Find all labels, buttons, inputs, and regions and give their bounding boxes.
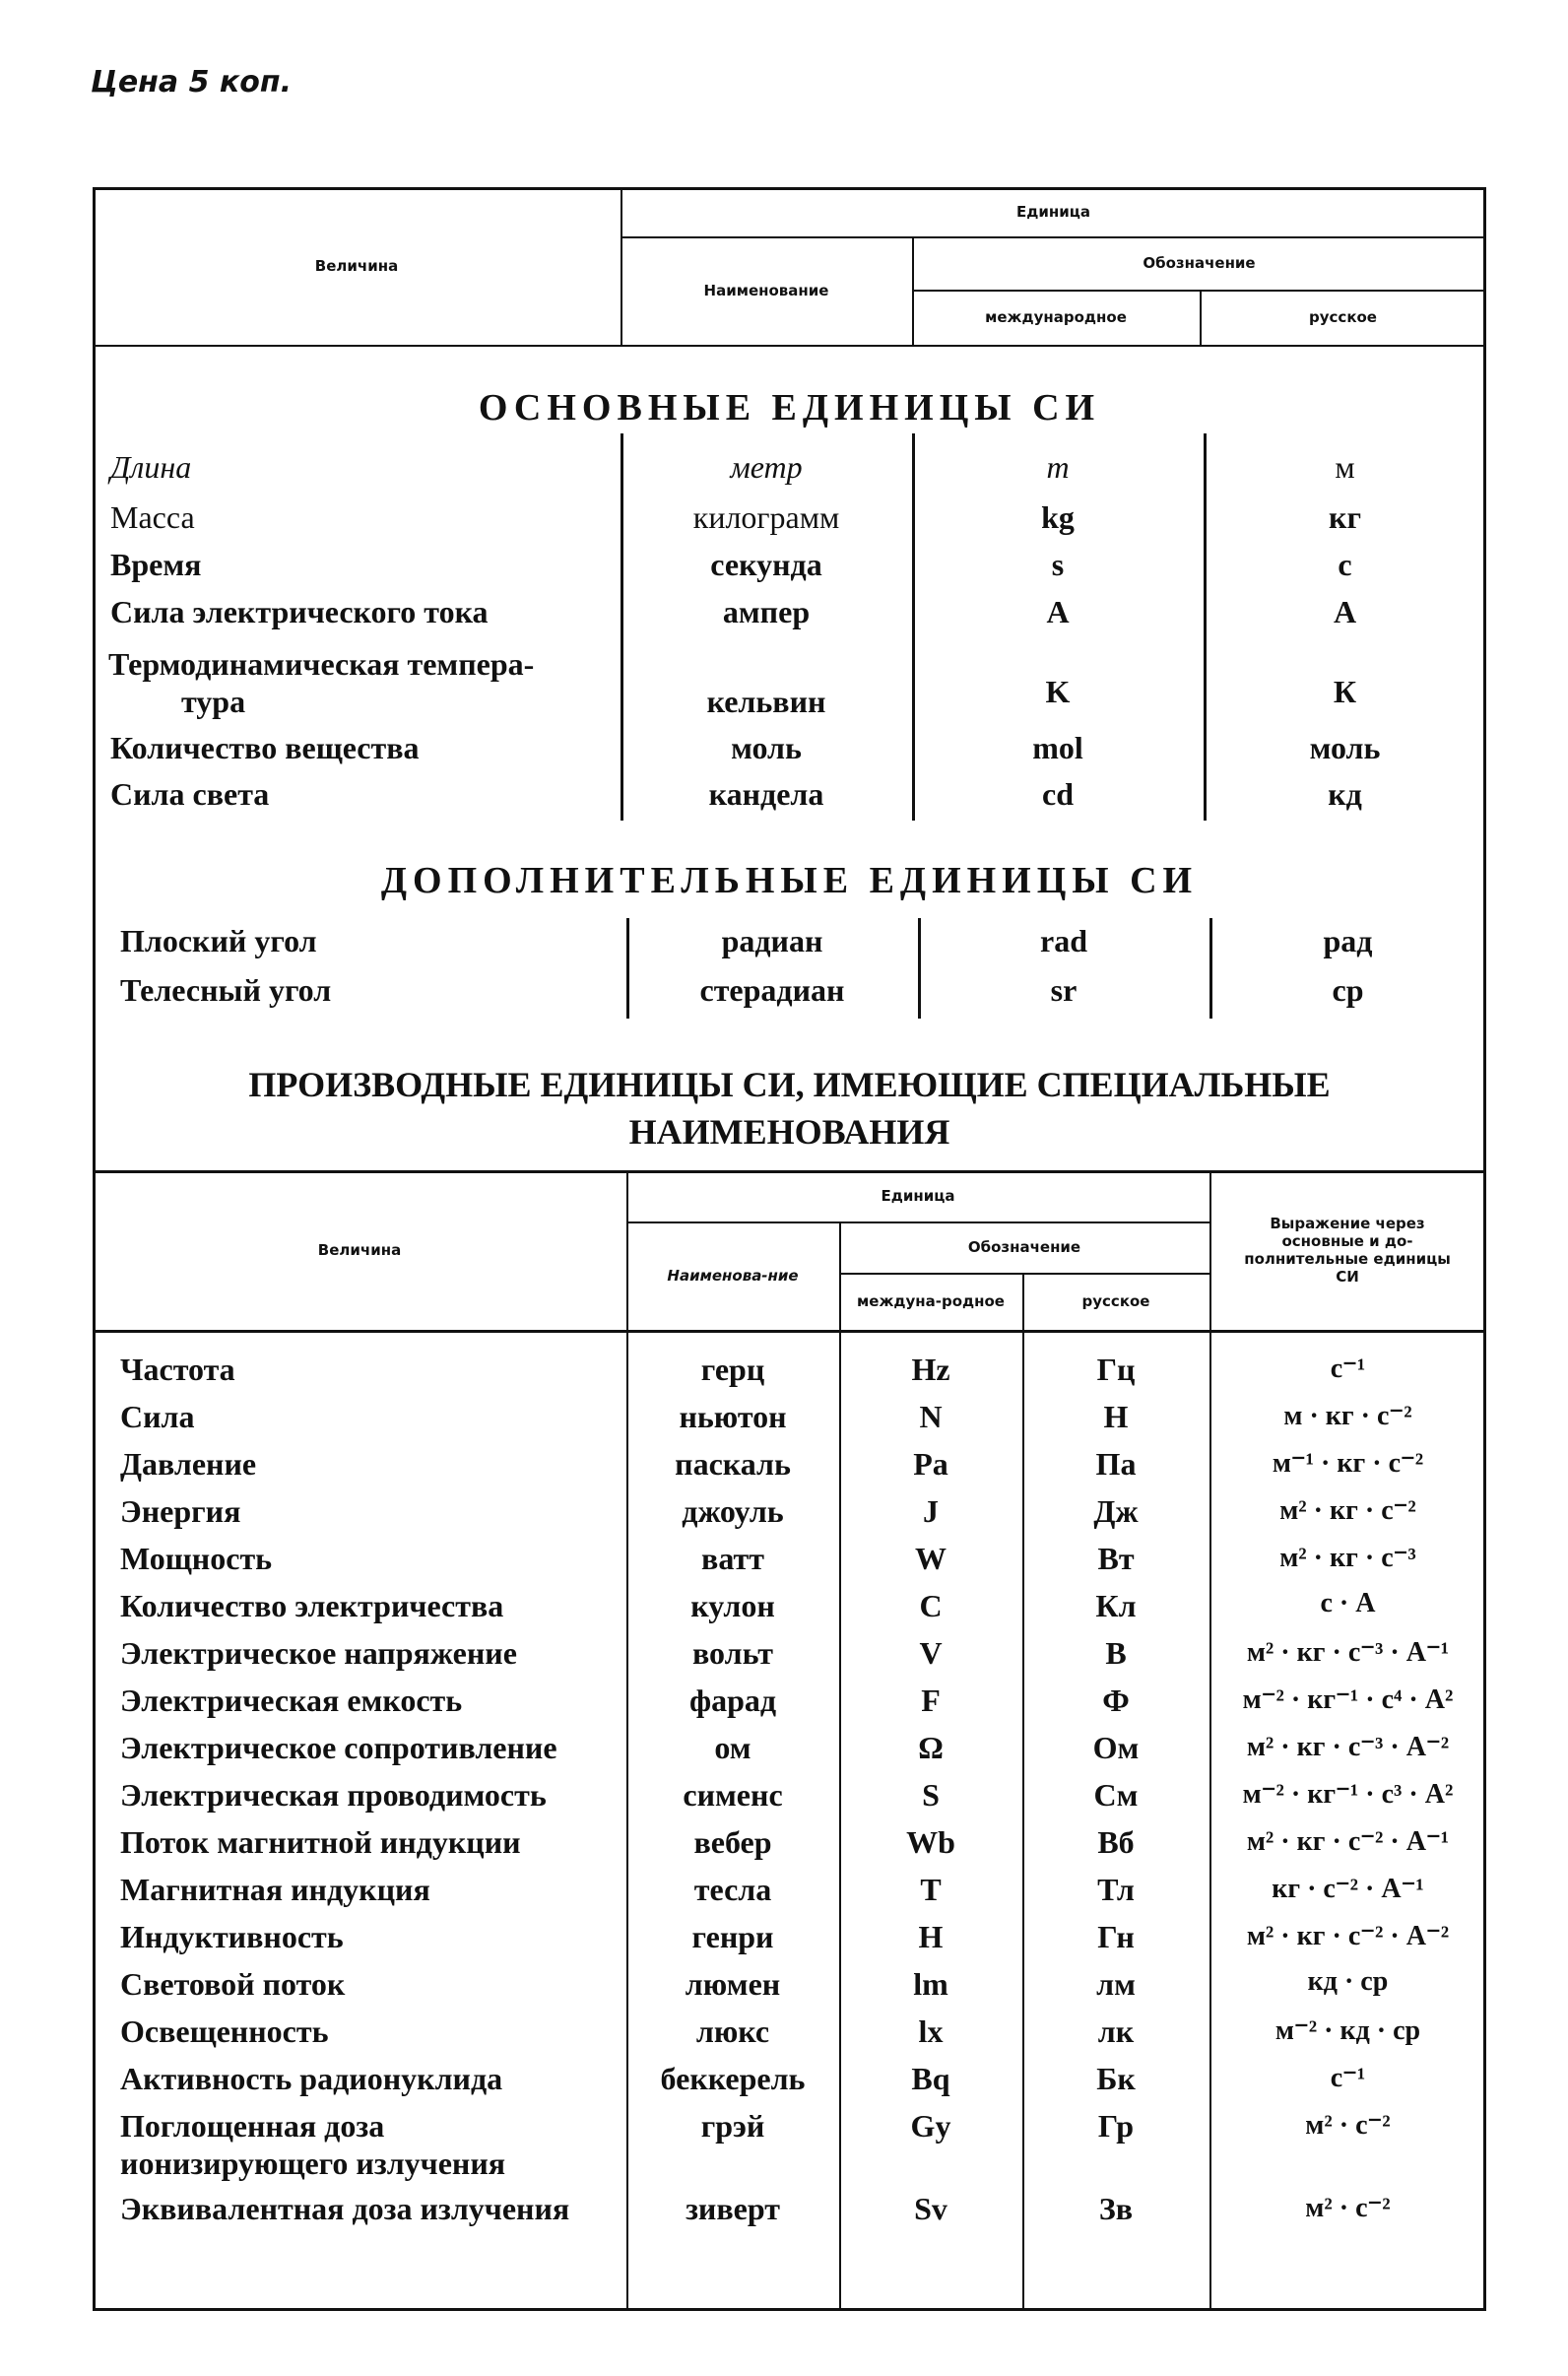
derived-name: люмен (685, 1966, 781, 2002)
base-rus: кд (1328, 776, 1362, 812)
derived-intl: V (919, 1635, 943, 1671)
section-title-derived-cont: НАИМЕНОВАНИЯ (628, 1112, 950, 1152)
derived-name: вебер (693, 1824, 772, 1860)
price-label: Цена 5 коп. (91, 65, 293, 99)
derived-header-designation: Обозначение (967, 1238, 1081, 1256)
supp-quantity: Телесный угол (120, 972, 332, 1008)
derived-header-quantity: Величина (317, 1241, 402, 1259)
derived-name: грэй (700, 2108, 765, 2144)
derived-quantity: Количество электричества (120, 1588, 504, 1623)
supp-name: стерадиан (699, 972, 845, 1008)
derived-rus: лм (1096, 1966, 1136, 2002)
derived-intl: C (919, 1588, 943, 1623)
base-name: ампер (722, 594, 811, 629)
derived-expression: м² · кг · с⁻² · А⁻¹ (1246, 1826, 1450, 1857)
supp-rus: рад (1323, 923, 1373, 958)
derived-rus: Па (1095, 1446, 1137, 1482)
derived-rus: Вб (1097, 1824, 1135, 1860)
derived-rus: Ом (1092, 1730, 1140, 1765)
base-name: кандела (708, 776, 824, 812)
base-rus: А (1333, 594, 1357, 629)
base-intl: cd (1042, 776, 1074, 812)
derived-expression: с⁻¹ (1330, 1353, 1366, 1384)
derived-rus: Зв (1098, 2191, 1134, 2226)
derived-name: джоуль (682, 1493, 784, 1529)
derived-name: зиверт (686, 2191, 780, 2226)
derived-intl: W (915, 1541, 947, 1576)
header-quantity: Величина (314, 257, 399, 275)
derived-quantity: Поток магнитной индукции (120, 1824, 521, 1860)
supp-intl: sr (1050, 972, 1078, 1008)
derived-name: беккерель (660, 2061, 806, 2096)
derived-expression: м² · кг · с⁻³ · А⁻² (1246, 1732, 1450, 1762)
derived-expression: м⁻¹ · кг · с⁻² (1272, 1448, 1424, 1479)
derived-quantity: Электрическое напряжение (120, 1635, 517, 1671)
base-intl: kg (1041, 499, 1075, 535)
derived-rus: См (1093, 1777, 1139, 1813)
derived-rus: В (1105, 1635, 1127, 1671)
derived-header-unit: Единица (881, 1187, 955, 1205)
derived-expression: с · А (1320, 1588, 1376, 1618)
derived-quantity: Поглощенная доза (120, 2108, 385, 2144)
base-quantity: Масса (110, 499, 195, 535)
derived-intl: Wb (906, 1824, 955, 1860)
derived-intl: Bq (911, 2061, 950, 2096)
derived-quantity: Электрическая проводимость (120, 1777, 547, 1813)
header-bottom-rule (93, 345, 1486, 347)
base-name: кельвин (706, 684, 826, 719)
base-quantity: Количество вещества (110, 730, 420, 765)
base-rus: моль (1309, 730, 1381, 765)
derived-intl: Pa (913, 1446, 948, 1482)
derived-rus: Ф (1102, 1683, 1130, 1718)
base-intl: K (1045, 674, 1071, 709)
base-intl: mol (1032, 730, 1083, 765)
header-russian: русское (1309, 308, 1377, 326)
derived-rus: Кл (1095, 1588, 1137, 1623)
derived-rus: Бк (1096, 2061, 1136, 2096)
derived-header-international: междуна-родное (857, 1292, 1005, 1310)
header-unit: Единица (1016, 203, 1090, 221)
derived-rus: Гн (1097, 1919, 1135, 1954)
derived-intl: Gy (910, 2108, 951, 2144)
derived-name: кулон (690, 1588, 775, 1623)
derived-expression: кд · ср (1307, 1966, 1389, 1997)
header-name: Наименование (703, 282, 829, 299)
derived-rus: Дж (1093, 1493, 1139, 1529)
derived-expression: м⁻² · кг⁻¹ · с⁴ · А² (1242, 1684, 1454, 1715)
derived-intl: N (919, 1399, 943, 1434)
derived-header-russian: русское (1081, 1292, 1150, 1310)
derived-quantity: Энергия (120, 1493, 241, 1529)
derived-expression: м⁻² · кг⁻¹ · с³ · А² (1242, 1779, 1454, 1810)
base-quantity-cont: тура (181, 684, 246, 719)
derived-rus: Тл (1097, 1872, 1135, 1907)
derived-expression: м² · кг · с⁻³ · А⁻¹ (1246, 1637, 1450, 1668)
derived-name: люкс (695, 2013, 770, 2049)
derived-expression: м² · кг · с⁻² · А⁻² (1246, 1921, 1450, 1951)
derived-intl: S (922, 1777, 940, 1813)
base-quantity: Сила электрического тока (110, 594, 489, 629)
header-international: международное (985, 308, 1127, 326)
derived-quantity: Сила (120, 1399, 195, 1434)
section-title-base: ОСНОВНЫЕ ЕДИНИЦЫ СИ (478, 387, 1101, 429)
base-quantity: Время (110, 547, 202, 582)
derived-header-bottom-rule (93, 1330, 1486, 1333)
base-rus: К (1333, 674, 1357, 709)
derived-quantity: Активность радионуклида (120, 2061, 503, 2096)
base-quantity: Сила света (110, 776, 270, 812)
derived-rus: лк (1097, 2013, 1135, 2049)
derived-name: паскаль (675, 1446, 791, 1482)
base-name: килограмм (692, 499, 840, 535)
derived-quantity: Давление (120, 1446, 257, 1482)
derived-rus: Вт (1097, 1541, 1135, 1576)
derived-name: ом (714, 1730, 751, 1765)
derived-quantity: Световой поток (120, 1966, 346, 2002)
section-title-derived: ПРОИЗВОДНЫЕ ЕДИНИЦЫ СИ, ИМЕЮЩИЕ СПЕЦИАЛЬНЫЕ (248, 1065, 1331, 1104)
derived-quantity-cont: ионизирующего излучения (120, 2145, 506, 2181)
derived-intl: J (923, 1493, 939, 1529)
derived-intl: H (918, 1919, 944, 1954)
base-rus: м (1335, 449, 1355, 485)
derived-intl: Ω (918, 1730, 944, 1765)
base-name: моль (731, 730, 802, 765)
derived-intl: Sv (914, 2191, 947, 2226)
derived-quantity: Электрическое сопротивление (120, 1730, 557, 1765)
derived-intl: F (921, 1683, 941, 1718)
base-quantity: Длина (110, 449, 192, 485)
supp-rus: ср (1332, 972, 1364, 1008)
derived-quantity: Частота (120, 1352, 235, 1387)
derived-name: генри (691, 1919, 774, 1954)
derived-rus: Гц (1096, 1352, 1136, 1387)
derived-intl: T (920, 1872, 942, 1907)
derived-expression: м² · с⁻² (1305, 2193, 1391, 2223)
base-intl: A (1046, 594, 1070, 629)
derived-name: герц (700, 1352, 765, 1387)
derived-name: ньютон (679, 1399, 787, 1434)
derived-intl: Hz (911, 1352, 950, 1387)
base-rus: кг (1329, 499, 1361, 535)
derived-expression: кг · с⁻² · А⁻¹ (1272, 1874, 1424, 1904)
derived-expression: м² · с⁻² (1305, 2110, 1391, 2141)
derived-name: сименс (683, 1777, 783, 1813)
derived-quantity: Мощность (120, 1541, 273, 1576)
section-title-supplementary: ДОПОЛНИТЕЛЬНЫЕ ЕДИНИЦЫ СИ (380, 860, 1199, 901)
derived-expression: с⁻¹ (1330, 2063, 1366, 2093)
derived-name: фарад (688, 1683, 777, 1718)
derived-quantity: Электрическая емкость (120, 1683, 463, 1718)
base-quantity: Термодинамическая темпера- (108, 646, 535, 682)
derived-quantity: Эквивалентная доза излучения (120, 2191, 570, 2226)
derived-quantity: Магнитная индукция (120, 1872, 430, 1907)
base-rus: с (1338, 547, 1352, 582)
base-name: метр (730, 449, 803, 485)
derived-name: вольт (691, 1635, 773, 1671)
supp-name: радиан (721, 923, 823, 958)
derived-intl: lx (918, 2013, 944, 2049)
derived-header-name: Наименова-ние (667, 1267, 799, 1285)
base-intl: m (1046, 449, 1070, 485)
derived-expression: м · кг · с⁻² (1283, 1401, 1412, 1431)
derived-name: ватт (701, 1541, 764, 1576)
derived-expression: м² · кг · с⁻² (1279, 1495, 1416, 1526)
base-name: секунда (710, 547, 822, 582)
derived-name: тесла (693, 1872, 772, 1907)
derived-quantity: Освещенность (120, 2013, 329, 2049)
derived-expression: м⁻² · кд · ср (1274, 2015, 1421, 2046)
derived-expression: м² · кг · с⁻³ (1279, 1543, 1416, 1573)
base-intl: s (1051, 547, 1065, 582)
derived-intl: lm (913, 1966, 948, 2002)
header-designation: Обозначение (1143, 254, 1256, 272)
supp-intl: rad (1040, 923, 1087, 958)
derived-header-expression: Выражение через основные и до-полнительные единицы СИ (1244, 1215, 1451, 1286)
supp-quantity: Плоский угол (120, 923, 317, 958)
derived-rus: Гр (1097, 2108, 1135, 2144)
derived-rus: Н (1103, 1399, 1129, 1434)
derived-quantity: Индуктивность (120, 1919, 344, 1954)
